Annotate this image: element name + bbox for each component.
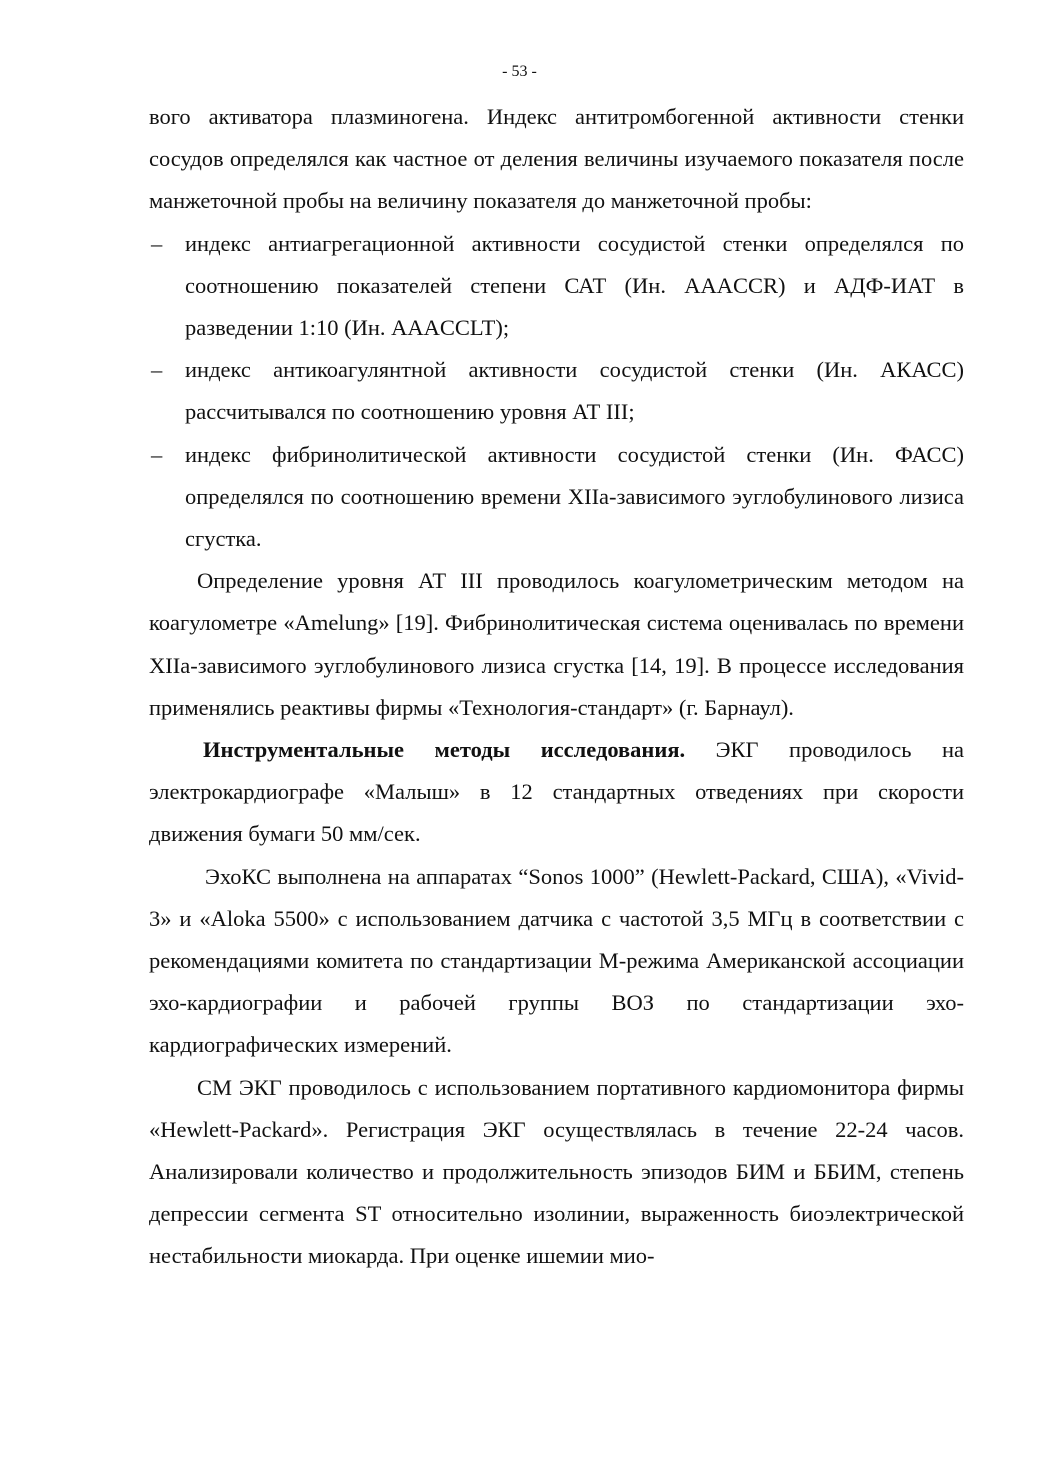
- list-item: [149, 223, 964, 350]
- instrumental-paragraph: [149, 729, 964, 856]
- body-text: [149, 96, 964, 1278]
- index-list: [149, 223, 964, 561]
- dash-bullet: –: [151, 357, 163, 383]
- dash-bullet: –: [151, 230, 163, 256]
- intro-paragraph: вого активатора плазминогена. Индекс антитромбогенной активности стенки сосудов определялся как частное от деления величины изучаемого показателя после манжеточной пробы на величину показателя до манжеточной пробы:: [149, 104, 964, 214]
- list-item-text: индекс антиагрегационной активности сосудистой стенки определялся по соотношению показателей степени САТ (Ин. AAACCR) и АДФ-ИАТ в разведении 1:10 (Ин. AAACCLT);: [185, 230, 964, 341]
- list-item-text: индекс фибринолитической активности сосудистой стенки (Ин. ФАСС) определялся по соотношению времени XIIa-зависимого эуглобулинового лизиса сгустка.: [185, 441, 964, 552]
- list-item: [149, 349, 964, 433]
- holter-paragraph: СМ ЭКГ проводилось с использованием портативного кардиомонитора фирмы «Hewlett-Packard». Регистрация ЭКГ осуществлялась в течение 22-24 часов. Анализировали количество и продолжительность эпизодов БИМ и ББИМ, степень депрессии сегмента ST относительно изолинии, выраженность биоэлектрической нестабильности миокарда. При оценке ишемии мио-: [149, 1074, 964, 1269]
- instrumental-text: ЭКГ проводилось на электрокардиографе «Малыш» в 12 стандартных отведениях при скорости движения бумаги 50 мм/сек.: [149, 737, 964, 847]
- dash-bullet: –: [151, 441, 163, 467]
- list-item: [149, 434, 964, 561]
- page-number: - 53 -: [502, 63, 537, 80]
- at3-paragraph: Определение уровня АТ III проводилось коагулометрическим методом на коагулометре «Amelung» [19]. Фибринолитическая система оценивалась по времени XIIa-зависимого эуглобулинового лизиса сгустка [14, 19]. В процессе исследования применялись реактивы фирмы «Технология-стандарт» (г. Барнаул).: [149, 568, 964, 720]
- list-item-text: индекс антикоагулянтной активности сосудистой стенки (Ин. АКАСС) рассчитывался по соотношению уровня АТ III;: [185, 357, 964, 425]
- instrumental-heading: Инструментальные методы исследования.: [203, 737, 686, 763]
- echo-paragraph: ЭхоКС выполнена на аппаратах “Sonos 1000” (Hewlett-Packard, США), «Vivid-3» и «Aloka 5500» с использованием датчика с частотой 3,5 МГц в соответствии с рекомендациями комитета по стандартизации М-режима Американской ассоциации эхо-кардиографии и рабочей группы ВОЗ по стандартизации эхо-кардиографических измерений.: [149, 863, 964, 1058]
